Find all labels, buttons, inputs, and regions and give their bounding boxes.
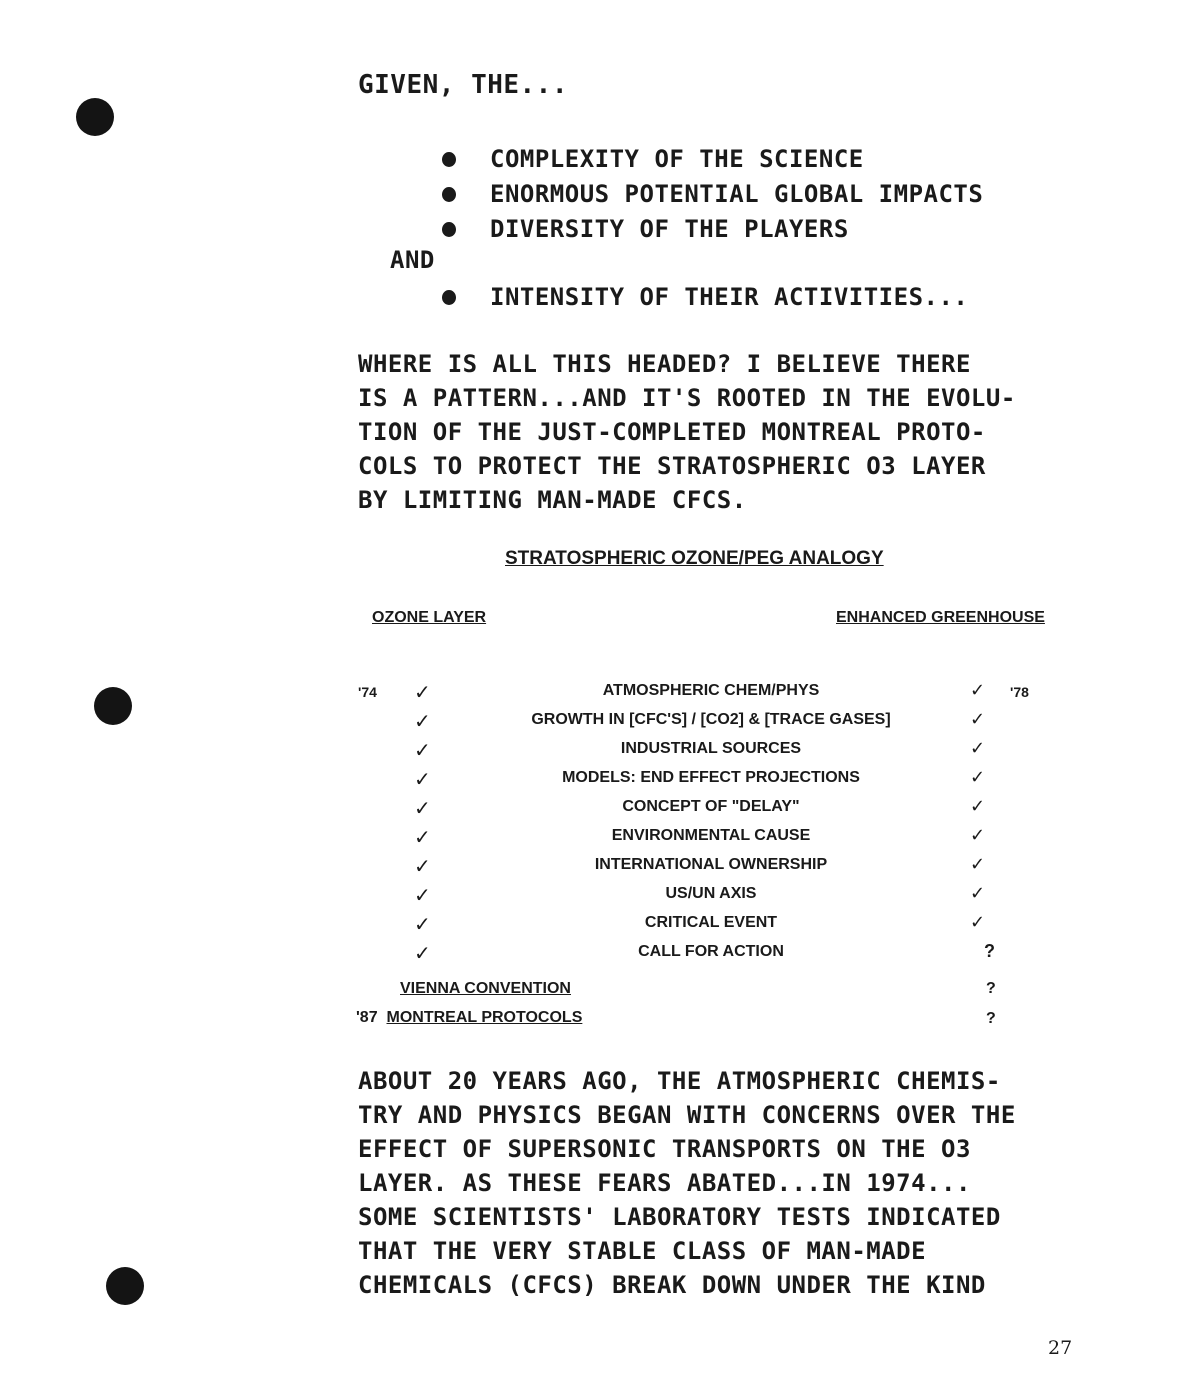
row-label: CRITICAL EVENT [644, 914, 778, 931]
vienna-convention [400, 980, 571, 998]
check-mark-icon: ✓ [414, 827, 431, 849]
column-header-ozone: OZONE LAYER [372, 609, 487, 626]
table-row [0, 825, 1200, 854]
table-row [0, 680, 1200, 709]
check-mark-icon: ✓ [970, 854, 986, 874]
binder-hole-bottom [106, 1267, 144, 1305]
montreal-protocols [356, 1009, 582, 1027]
table-row [0, 767, 1200, 796]
paragraph-pattern [358, 347, 1016, 517]
table-row [0, 941, 1200, 970]
check-mark-icon: ✓ [414, 769, 431, 791]
vienna-label: VIENNA CONVENTION [400, 980, 571, 997]
row-label: US/UN AXIS [665, 885, 757, 902]
paragraph-line: LAYER. AS THESE FEARS ABATED...IN 1974... [358, 1169, 971, 1197]
column-header-greenhouse: ENHANCED GREENHOUSE [836, 609, 1045, 626]
and-word: AND [390, 246, 435, 274]
analogy-table [0, 680, 1200, 970]
bullet-item: ENORMOUS POTENTIAL GLOBAL IMPACTS [440, 177, 983, 212]
bullet-item: DIVERSITY OF THE PLAYERS [440, 212, 983, 247]
check-mark-icon: ✓ [414, 711, 431, 733]
check-mark-icon: ✓ [414, 943, 431, 965]
check-mark-icon: ✓ [970, 883, 986, 903]
montreal-label: MONTREAL PROTOCOLS [386, 1009, 583, 1026]
table-row [0, 883, 1200, 912]
check-mark-icon: ✓ [970, 912, 986, 932]
year-right: '78 [1010, 684, 1029, 700]
check-mark-icon: ✓ [970, 738, 986, 758]
check-mark-icon: ✓ [970, 680, 986, 700]
bullet-item: COMPLEXITY OF THE SCIENCE [440, 142, 983, 177]
check-mark-icon: ✓ [970, 767, 986, 787]
paragraph-line: EFFECT OF SUPERSONIC TRANSPORTS ON THE O3 [358, 1135, 971, 1163]
row-label: CALL FOR ACTION [638, 943, 784, 960]
check-mark-icon: ✓ [414, 914, 431, 936]
paragraph-history [358, 1064, 1016, 1302]
check-mark-icon: ✓ [970, 709, 986, 729]
check-mark-icon: ✓ [414, 682, 431, 704]
paragraph-line: SOME SCIENTISTS' LABORATORY TESTS INDICATED [358, 1203, 1001, 1231]
table-row [0, 738, 1200, 767]
paragraph-line: TRY AND PHYSICS BEGAN WITH CONCERNS OVER THE [358, 1101, 1016, 1129]
paragraph-line: ABOUT 20 YEARS AGO, THE ATMOSPHERIC CHEMIS- [358, 1067, 1001, 1095]
check-mark-icon: ✓ [970, 796, 986, 816]
paragraph-line: CHEMICALS (CFCS) BREAK DOWN UNDER THE KIND [358, 1271, 986, 1299]
analogy-title: STRATOSPHERIC OZONE/PEG ANALOGY [505, 548, 884, 569]
paragraph-line: COLS TO PROTECT THE STRATOSPHERIC O3 LAYER [358, 452, 986, 480]
row-label: INDUSTRIAL SOURCES [620, 740, 802, 757]
paragraph-line: TION OF THE JUST-COMPLETED MONTREAL PROTO- [358, 418, 986, 446]
question-mark: ? [986, 1010, 996, 1027]
intro-heading: GIVEN, THE... [358, 70, 568, 100]
row-label: ENVIRONMENTAL CAUSE [611, 827, 811, 844]
check-mark-icon: ✓ [414, 740, 431, 762]
row-label: INTERNATIONAL OWNERSHIP [594, 856, 828, 873]
question-mark: ? [984, 941, 995, 961]
check-mark-icon: ✓ [414, 856, 431, 878]
paragraph-line: BY LIMITING MAN-MADE CFCS. [358, 486, 747, 514]
page-number: 27 [1048, 1337, 1073, 1359]
montreal-year: '87 [356, 1009, 378, 1026]
paragraph-line: THAT THE VERY STABLE CLASS OF MAN-MADE [358, 1237, 927, 1265]
check-mark-icon: ✓ [970, 825, 986, 845]
table-row [0, 709, 1200, 738]
paragraph-line: WHERE IS ALL THIS HEADED? I BELIEVE THERE [358, 350, 971, 378]
bullet-list [440, 142, 983, 247]
paragraph-line: IS A PATTERN...AND IT'S ROOTED IN THE EVOLU- [358, 384, 1016, 412]
table-row [0, 912, 1200, 941]
check-mark-icon: ✓ [414, 885, 431, 907]
row-label: MODELS: END EFFECT PROJECTIONS [562, 769, 860, 786]
table-row [0, 854, 1200, 883]
check-mark-icon: ✓ [414, 798, 431, 820]
row-label: GROWTH IN [CFC'S] / [CO2] & [TRACE GASES] [531, 711, 891, 728]
row-label: CONCEPT OF "DELAY" [622, 798, 800, 815]
year-left: '74 [358, 684, 377, 700]
row-label: ATMOSPHERIC CHEM/PHYS [602, 682, 820, 699]
question-mark: ? [986, 980, 996, 997]
bullet-list-2 [440, 280, 968, 315]
bullet-item: INTENSITY OF THEIR ACTIVITIES... [440, 280, 968, 315]
binder-hole-top [76, 98, 114, 136]
table-row [0, 796, 1200, 825]
